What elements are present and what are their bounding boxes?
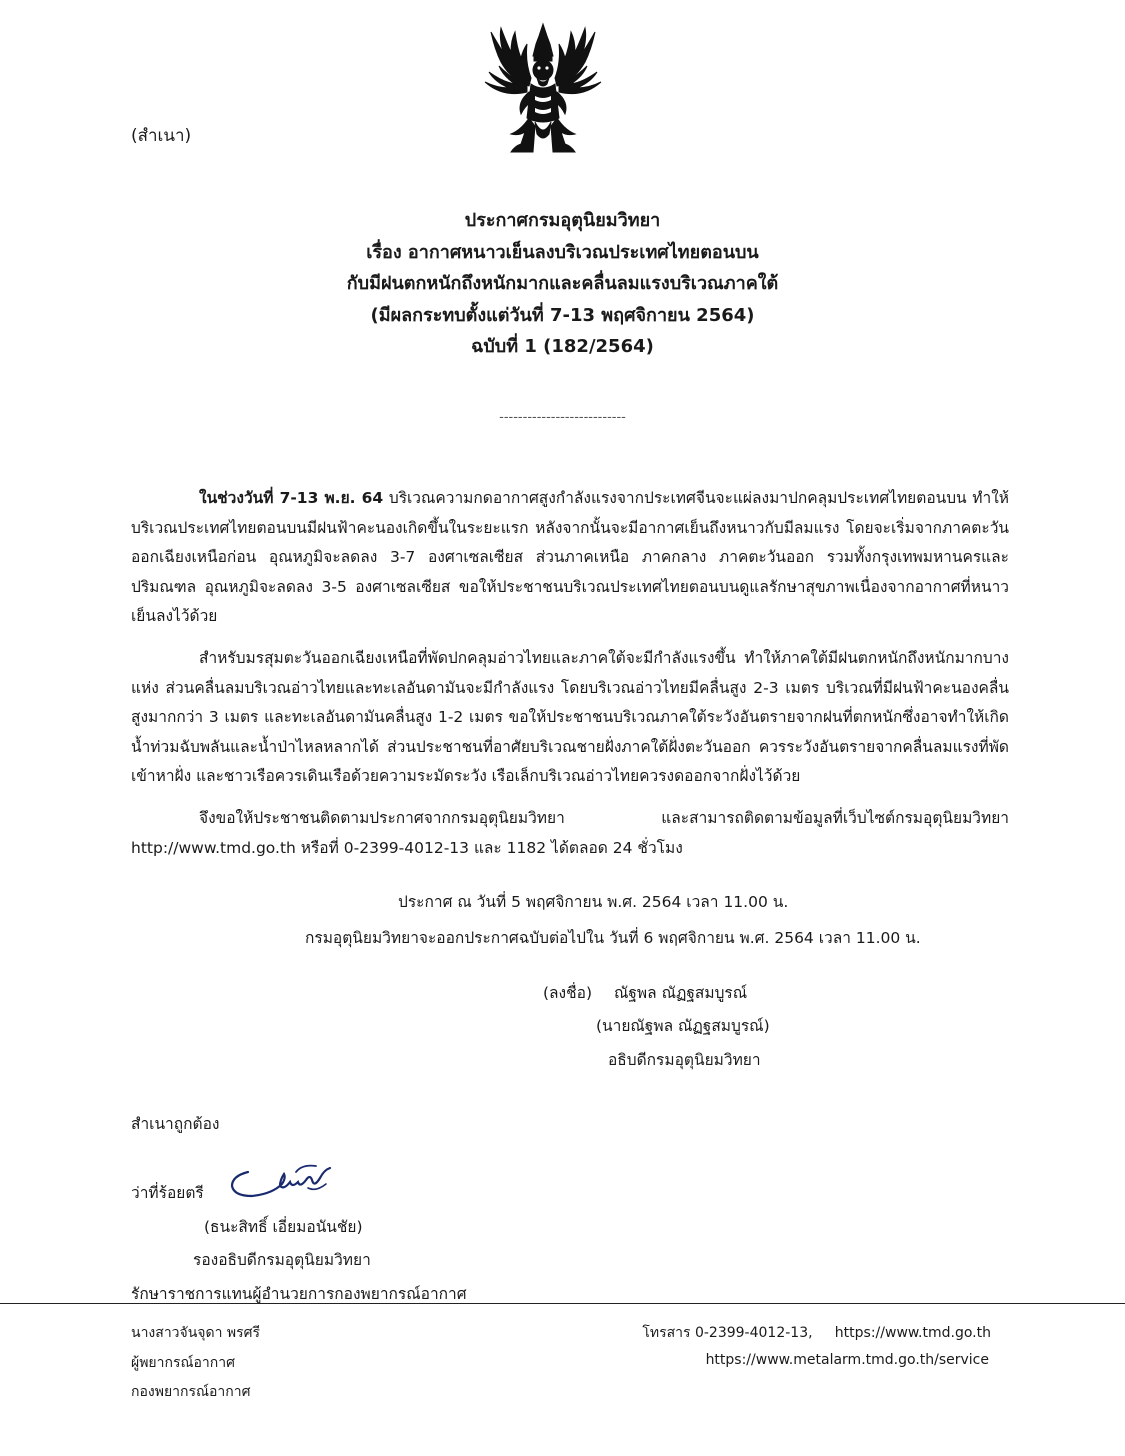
garuda-emblem-icon bbox=[481, 22, 605, 156]
body-paragraph-3: จึงขอให้ประชาชนติดตามประกาศจากกรมอุตุนิยมวิทยา และสามารถติดตามข้อมูลที่เว็บไซต์กรมอุตุนิยมวิทยา http://www.tmd.go.th หรือที่ 0-2399-4012-13 และ 1182 ได้ตลอด 24 ชั่วโมง bbox=[131, 808, 1009, 857]
paragraph-text: บริเวณความกดอากาศสูงกำลังแรงจากประเทศจีนจะแผ่ลงมาปกคลุมประเทศไทยตอนบน ทำให้บริเวณประเทศไทยตอนบนมีฝนฟ้าคะนองเกิดขึ้นในระยะแรก หลังจากนั้นจะมีอากาศเย็นถึงหนาวกับมีลมแรง โดยจะเริ่มจากภาคตะวันออกเฉียงเหนือก่อน อุณหภูมิจะลดลง 3-7 องศาเซลเซียส ส่วนภาคเหนือ ภาคกลาง ภาคตะวันออก รวมทั้งกรุงเทพมหานครและปริมณฑล อุณหภูมิจะลดลง 3-5 องศาเซลเซียส ขอให้ประชาชนบริเวณประเทศไทยตอนบนดูแลรักษาสุขภาพเนื่องจากอากาศที่หนาวเย็นลงไว้ด้วย bbox=[131, 489, 1009, 626]
footer-contact: โทรสาร 0-2399-4012-13, https://www.tmd.go.th bbox=[642, 1325, 991, 1341]
footer-division: กองพยากรณ์อากาศ bbox=[131, 1384, 251, 1400]
signer-title: อธิบดีกรมอุตุนิยมวิทยา bbox=[608, 1051, 761, 1069]
announcement-body bbox=[131, 484, 1009, 863]
signed-label: (ลงชื่อ) bbox=[543, 984, 592, 1002]
title-line-issue-number: ฉบับที่ 1 (182/2564) bbox=[471, 336, 654, 357]
certifier-position: รองอธิบดีกรมอุตุนิยมวิทยา bbox=[193, 1251, 371, 1269]
certifier-acting-position: รักษาราชการแทนผู้อำนวยการกองพยากรณ์อากาศ bbox=[131, 1285, 467, 1303]
signer-full-name: (นายณัฐพล ณัฏฐสมบูรณ์) bbox=[596, 1017, 770, 1035]
title-line-effective: (มีผลกระทบตั้งแต่วันที่ 7-13 พฤศจิกายน 2564) bbox=[370, 304, 755, 326]
handwritten-signature-icon bbox=[226, 1158, 338, 1204]
copy-mark: (สำเนา) bbox=[131, 126, 192, 146]
certified-copy-label: สำเนาถูกต้อง bbox=[131, 1115, 220, 1133]
paragraph-lead: ในช่วงวันที่ 7-13 พ.ย. 64 bbox=[199, 489, 384, 507]
certifier-rank: ว่าที่ร้อยตรี bbox=[131, 1184, 204, 1202]
title-line-subject: เรื่อง อากาศหนาวเย็นลงบริเวณประเทศไทยตอนบน bbox=[366, 241, 759, 263]
footer-service-url: https://www.metalarm.tmd.go.th/service bbox=[705, 1352, 989, 1368]
footer-staff-name: นางสาวจันจุดา พรศรี bbox=[131, 1325, 261, 1341]
body-paragraph-2: สำหรับมรสุมตะวันออกเฉียงเหนือที่พัดปกคลุมอ่าวไทยและภาคใต้จะมีกำลังแรงขึ้น ทำให้ภาคใต้มีฝนตกหนักถึงหนักมากบางแห่ง ส่วนคลื่นลมบริเวณอ่าวไทยและทะเลอันดามันจะมีกำลังแรง โดยบริเวณอ่าวไทยมีคลื่นสูง 2-3 เมตร บริเวณที่มีฝนฟ้าคะนองคลื่นสูงมากกว่า 3 เมตร และทะเลอันดามันคลื่นสูง 1-2 เมตร ขอให้ประชาชนบริเวณภาคใต้ระวังอันตรายจากฝนที่ตกหนักซึ่งอาจทำให้เกิดน้ำท่วมฉับพลันและน้ำป่าไหลหลากได้ ส่วนประชาชนที่อาศัยบริเวณชายฝั่งภาคใต้ฝั่งตะวันออก ควรระวังอันตรายจากคลื่นลมแรงที่พัดเข้าหาฝั่ง และชาวเรือควรเดินเรือด้วยความระมัดระวัง เรือเล็กบริเวณอ่าวไทยควรงดออกจากฝั่งไว้ด้วย bbox=[131, 648, 1009, 786]
next-issue-date: กรมอุตุนิยมวิทยาจะออกประกาศฉบับต่อไปใน วันที่ 6 พฤศจิกายน พ.ศ. 2564 เวลา 11.00 น. bbox=[305, 929, 921, 947]
footer-divider bbox=[0, 1303, 1125, 1304]
issue-date: ประกาศ ณ วันที่ 5 พฤศจิกายน พ.ศ. 2564 เวลา 11.00 น. bbox=[398, 893, 789, 911]
footer-staff-role: ผู้พยากรณ์อากาศ bbox=[131, 1355, 235, 1371]
certifier-name: (ธนะสิทธิ์ เอี่ยมอนันชัย) bbox=[204, 1218, 363, 1236]
title-separator: --------------------------- bbox=[499, 410, 626, 425]
signed-name: ณัฐพล ณัฏฐสมบูรณ์ bbox=[614, 984, 748, 1002]
announcement-title bbox=[0, 205, 1125, 363]
body-paragraph-1 bbox=[131, 484, 1009, 632]
title-line-agency: ประกาศกรมอุตุนิยมวิทยา bbox=[464, 210, 661, 231]
title-line-subject-cont: กับมีฝนตกหนักถึงหนักมากและคลื่นลมแรงบริเวณภาคใต้ bbox=[346, 273, 779, 294]
